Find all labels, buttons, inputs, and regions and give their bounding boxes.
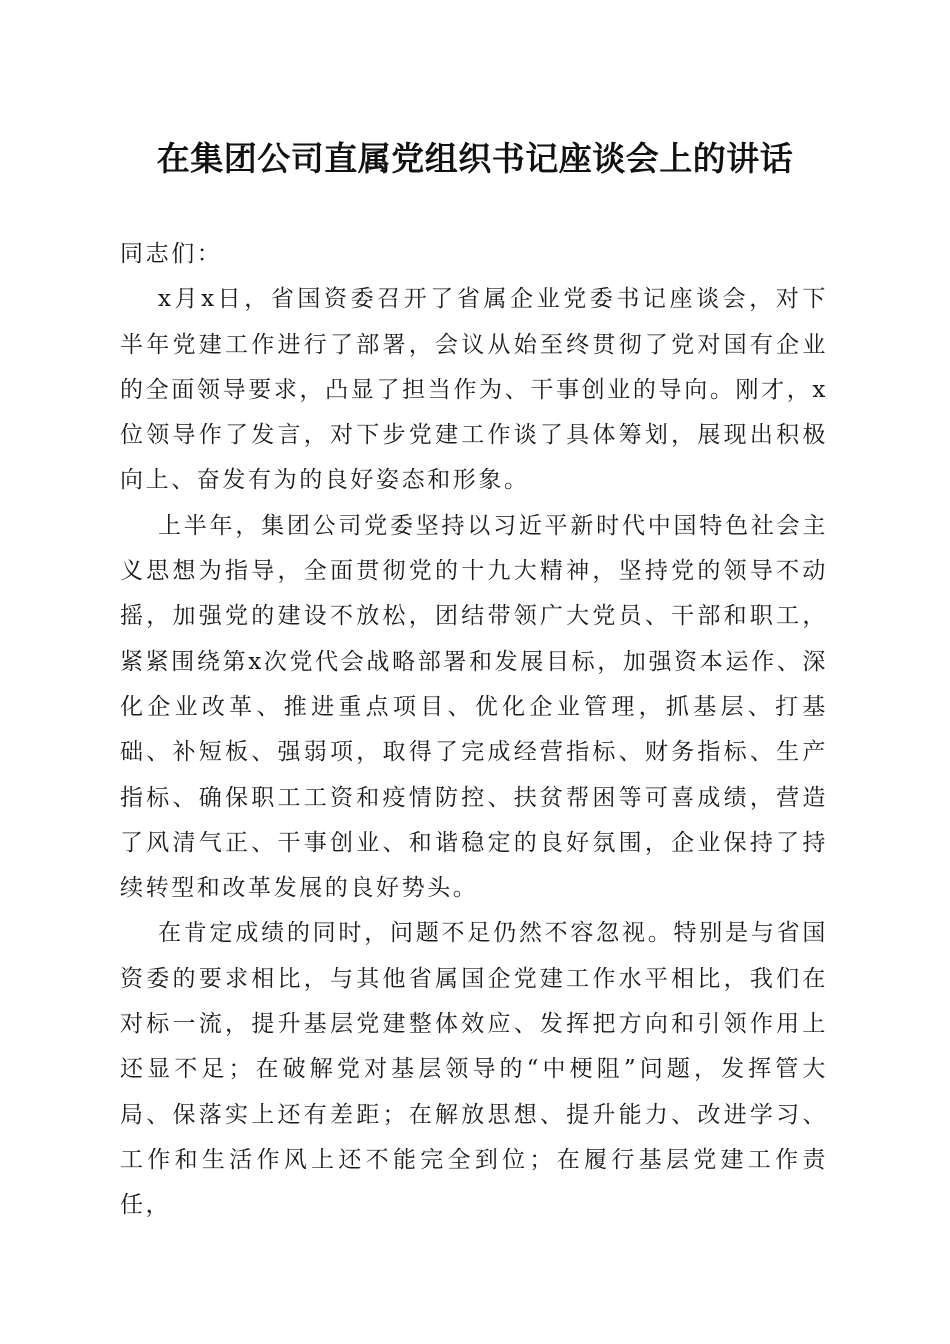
paragraph-2: 上半年，集团公司党委坚持以习近平新时代中国特色社会主义思想为指导，全面贯彻党的十九大精神，坚持党的领导不动摇，加强党的建设不放松，团结带领广大党员、干部和职工，紧紧围绕第x次党代会战略部署和发展目标，加强资本运作、深化企业改革、推进重点项目、优化企业管理，抓基层、打基础、补短板、强弱项，取得了完成经营指标、财务指标、生产指标、确保职工工资和疫情防控、扶贫帮困等可喜成绩，营造了风清气正、干事创业、和谐稳定的良好氛围，企业保持了持续转型和改革发展的良好势头。: [120, 512, 828, 902]
paragraph-1: x月x日，省国资委召开了省属企业党委书记座谈会，对下半年党建工作进行了部署，会议从始至终贯彻了党对国有企业的全面领导要求，凸显了担当作为、干事创业的导向。刚才，x位领导作了发言，对下步党建工作谈了具体筹划，展现出积极向上、奋发有为的良好姿态和形象。: [120, 286, 828, 494]
document-body: [120, 232, 828, 1229]
paragraph-3: 在肯定成绩的同时，问题不足仍然不容忽视。特别是与省国资委的要求相比，与其他省属国企党建工作水平相比，我们在对标一流，提升基层党建整体效应、发挥把方向和引领作用上还显不足；在破解党对基层领导的“中梗阻”问题，发挥管大局、保落实上还有差距；在解放思想、提升能力、改进学习、工作和生活作风上还不能完全到位；在履行基层党建工作责任，: [120, 920, 828, 1219]
document-title: 在集团公司直属党组织书记座谈会上的讲话: [156, 139, 794, 178]
salutation: 同志们：: [120, 241, 223, 267]
